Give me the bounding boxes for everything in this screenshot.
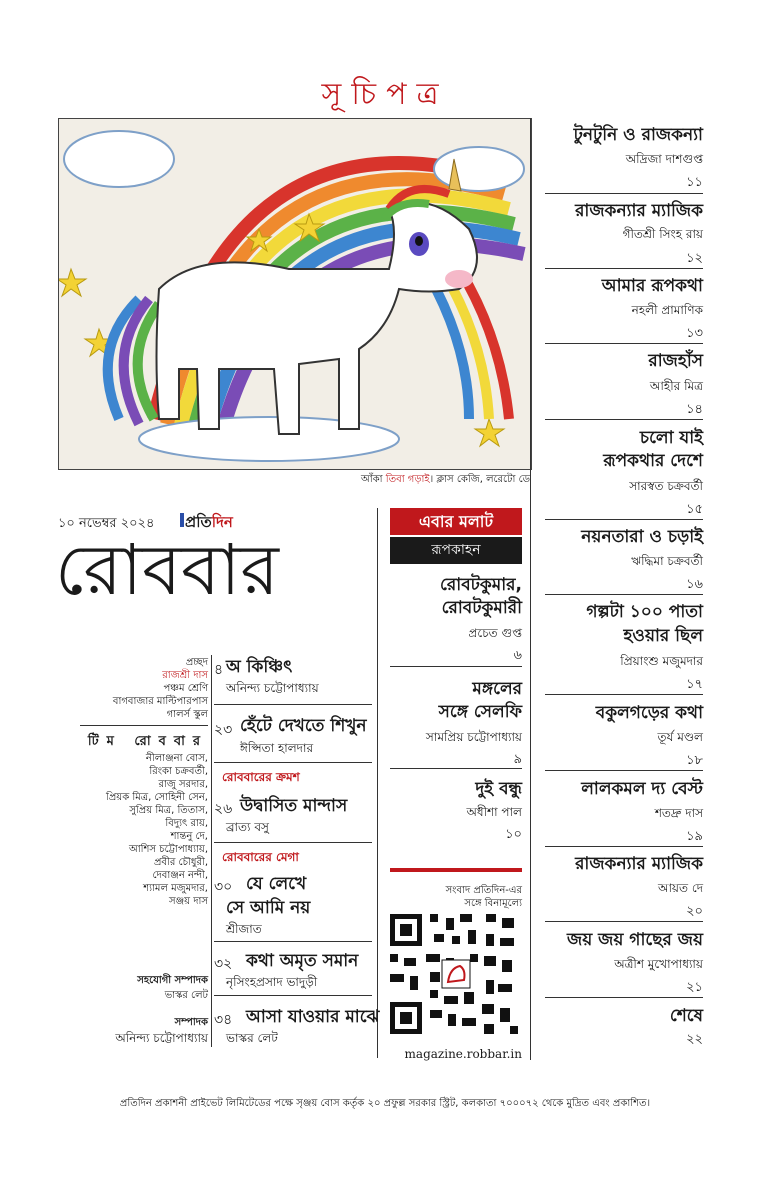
cover-item-title[interactable]: মঙ্গলের	[472, 679, 522, 699]
caption-suffix: । ক্লাস কেজি, লরেটো ডে	[429, 474, 530, 485]
toc-rule	[545, 594, 703, 595]
toc-rule	[545, 921, 703, 922]
team-member: শান্তনু দে,	[170, 831, 208, 842]
cover-drawing	[58, 118, 532, 470]
toc-title[interactable]: টুনটুনি ও রাজকন্যা	[573, 125, 703, 145]
toc-rule	[545, 770, 703, 771]
cover-item-author: প্রচেত গুপ্ত	[468, 626, 522, 640]
unicorn-illustration	[59, 119, 531, 469]
toc-title-line2[interactable]: হওয়ার ছিল	[623, 626, 703, 646]
toc-rule	[545, 419, 703, 420]
toc-author: ঋদ্ধিমা চক্রবর্তী	[631, 554, 703, 568]
toc-rule	[545, 519, 703, 520]
cover-rule	[390, 768, 522, 769]
cover-item-page: ৬	[513, 648, 522, 663]
toc-title[interactable]: যে লেখে	[246, 874, 307, 894]
cover-item-title-line2[interactable]: সঙ্গে সেলফি	[438, 702, 522, 722]
toc-author: সারস্বত চক্রবর্তী	[629, 479, 703, 493]
brand-mark-icon	[180, 513, 184, 527]
cover-item-title[interactable]: রোবটকুমার,	[440, 575, 522, 595]
toc-title[interactable]: শেষে	[669, 1006, 703, 1026]
toc-section-label: রোববারের মেগা	[222, 850, 299, 864]
toc-page-number: ১২	[686, 251, 703, 266]
toc-rule	[214, 762, 372, 763]
team-member: প্রিয়ক মিত্র, সোহিনী সেন,	[105, 792, 208, 803]
cover-art-label: প্রচ্ছদ	[185, 657, 208, 668]
toc-rule	[545, 268, 703, 269]
toc-author: ব্রাত্য বসু	[226, 820, 269, 834]
cover-art-line1: পঞ্চম শ্রেণি	[163, 683, 208, 694]
toc-title-line2[interactable]: রূপকথার দেশে	[603, 451, 703, 471]
footer-imprint: প্রতিদিন প্রকাশনী প্রাইভেট লিমিটেডের পক্ষে সৃঞ্জয় বোস কর্তৃক ২০ প্রফুল্ল সরকার স্ট্রিট, কলকাতা ৭০০০৭২ থেকে মুদ্রিত এবং প্রকাশিত।	[119, 1098, 651, 1109]
cover-art-credit	[58, 656, 208, 721]
toc-page-number: ১৭	[686, 677, 703, 692]
toc-title[interactable]: আমার রূপকথা	[601, 276, 703, 296]
toc-page-number: ২০	[686, 904, 703, 919]
toc-title[interactable]: অ কিঞ্চিৎ	[226, 657, 293, 677]
cover-art-name: রাজশ্রী দাস	[162, 670, 208, 681]
team-member: শ্যামল মজুমদার,	[143, 883, 208, 894]
toc-author: প্রিয়াংশু মজুমদার	[620, 654, 703, 668]
toc-page-number: ১৪	[686, 402, 703, 417]
toc-author: অনিন্দ্য চট্টোপাধ্যায়	[226, 681, 319, 695]
team-member: সঞ্জয় দাস	[169, 896, 208, 907]
cover-item-title-line2[interactable]: রোবটকুমারী	[441, 598, 522, 618]
toc-author: অত্রীশ মুখোপাধ্যায়	[614, 957, 703, 971]
issue-date: ১০ নভেম্বর ২০২৪	[58, 516, 155, 531]
cover-story-subheading: রূপকাহন	[390, 537, 522, 564]
toc-title[interactable]: আসা যাওয়ার মাঝে	[246, 1007, 380, 1027]
toc-author: ঈপ্সিতা হালদার	[240, 741, 314, 755]
brand-part1: প্রতি	[185, 513, 212, 531]
toc-rule	[545, 694, 703, 695]
cover-item-page: ১০	[505, 827, 522, 842]
associate-editor-name: ভাস্কর লেট	[164, 990, 208, 1001]
cover-item-author: সামপ্রিয় চট্টোপাধ্যায়	[425, 730, 522, 744]
toc-rule	[214, 842, 372, 843]
toc-title[interactable]: নয়নতারা ও চড়াই	[581, 527, 703, 547]
toc-title[interactable]: রাজকন্যার ম্যাজিক	[575, 854, 703, 874]
toc-author: আয়ত দে	[657, 881, 703, 895]
toc-author: আহীর মিত্র	[649, 379, 703, 393]
toc-title[interactable]: রাজকন্যার ম্যাজিক	[575, 201, 703, 221]
toc-page-number: ৩০	[214, 879, 233, 895]
toc-page-number: ১৫	[686, 502, 703, 517]
team-member: আশিস চট্টোপাধ্যায়,	[128, 844, 208, 855]
toc-title[interactable]: লালকমল দ্য বেস্ট	[581, 779, 703, 799]
drawing-caption	[58, 472, 530, 489]
toc-author: শ্রীজাত	[226, 922, 262, 936]
toc-rule	[214, 941, 372, 942]
toc-author: তূর্য মণ্ডল	[657, 730, 703, 744]
toc-page-number: ১১	[686, 175, 703, 190]
toc-page-number: ২২	[686, 1032, 703, 1047]
toc-rule	[545, 193, 703, 194]
toc-author: নৃসিংহপ্রসাদ ভাদুড়ী	[226, 975, 318, 989]
team-member: সুপ্রিয় মিত্র, তিতাস,	[129, 805, 208, 816]
team-title: টিম রোববার	[87, 734, 208, 749]
toc-rule	[545, 846, 703, 847]
masthead: রোববার	[55, 529, 279, 611]
toc-rule	[545, 343, 703, 344]
cover-item-title[interactable]: দুই বন্ধু	[475, 779, 522, 799]
toc-author: শতদ্রু দাস	[654, 806, 703, 820]
toc-title[interactable]: জয় জয় গাছের জয়	[567, 930, 703, 950]
toc-section-label: রোববারের ক্রমশ	[222, 770, 300, 784]
toc-title[interactable]: হেঁটে দেখতে শিখুন	[240, 716, 367, 736]
qr-code-icon[interactable]	[390, 914, 522, 1034]
toc-title[interactable]: বকুলগড়ের কথা	[595, 703, 703, 723]
toc-page-number: ১৮	[686, 753, 703, 768]
toc-page-number: ৩৪	[214, 1012, 233, 1028]
toc-title[interactable]: চলো যাই	[639, 428, 703, 448]
toc-page-number: ২১	[686, 980, 703, 995]
toc-page-number: ১৬	[686, 577, 703, 592]
toc-rule	[214, 995, 372, 996]
credits-divider	[211, 655, 212, 1047]
team-member: দেবাঞ্জন নন্দী,	[152, 870, 208, 881]
toc-author: ভাস্কর লেট	[226, 1031, 278, 1045]
caption-artist: তিবা গড়াই	[385, 474, 430, 485]
team-member: রাজু সরদার,	[158, 779, 208, 790]
qr-note	[390, 884, 522, 910]
team-member: নীলাঞ্জনা বোস,	[145, 753, 208, 764]
editor-name: অনিন্দ্য চট্টোপাধ্যায়	[115, 1031, 208, 1045]
toc-rule	[545, 997, 703, 998]
caption-prefix: আঁকা	[361, 474, 386, 485]
cover-story-heading: এবার মলাট	[390, 508, 522, 535]
toc-title[interactable]: কথা অমৃত সমান	[246, 951, 359, 971]
team-members	[58, 752, 208, 908]
cover-rule	[390, 666, 522, 667]
toc-page-number: ৪	[214, 662, 224, 678]
cover-art-line2: বাগবাজার মাল্টিপারপাস	[112, 696, 208, 707]
brand-part2: দিন	[211, 513, 233, 531]
qr-note-line2: সঙ্গে বিনামূল্যে	[464, 898, 522, 909]
associate-editor-label: সহযোগী সম্পাদক	[137, 975, 208, 986]
cover-item-author: অধীশা পাল	[466, 805, 522, 819]
cover-art-line3: গালর্স স্কুল	[166, 709, 208, 720]
toc-title[interactable]: গল্পটা ১০০ পাতা	[586, 602, 703, 622]
toc-page-number: ১৩	[686, 326, 703, 341]
right-column-divider	[530, 118, 531, 1060]
website-link[interactable]: magazine.robbar.in	[404, 1047, 522, 1061]
credits-rule	[80, 725, 208, 726]
toc-rule	[214, 704, 372, 705]
team-member: বিদ্যুৎ রায়,	[165, 818, 208, 829]
toc-page-number: ২৬	[214, 801, 233, 817]
cover-item-page: ৯	[513, 752, 522, 767]
toc-title[interactable]: উদ্বাসিত মান্দাস	[240, 796, 348, 816]
toc-page-number: ৩২	[214, 956, 233, 972]
page-title: সূচিপত্র	[321, 77, 449, 112]
cover-column-divider	[377, 508, 378, 1058]
qr-note-line1: সংবাদ প্রতিদিন-এর	[445, 885, 522, 896]
toc-author: নহলী প্রামাণিক	[631, 303, 703, 317]
team-member: প্রবীর চৌধুরী,	[153, 857, 208, 868]
toc-title[interactable]: রাজহাঁস	[648, 351, 703, 371]
toc-title-line2[interactable]: সে আমি নয়	[226, 898, 311, 918]
toc-page-number: ১৯	[686, 829, 703, 844]
toc-author: গীতশ্রী সিংহ রায়	[622, 227, 703, 241]
toc-author: অদ্রিজা দাশগুপ্ত	[625, 152, 703, 166]
editor-label: সম্পাদক	[174, 1017, 208, 1028]
toc-page-number: ২৩	[214, 722, 233, 738]
qr-accent-rule	[390, 868, 522, 872]
team-member: রিংকা চক্রবর্তী,	[149, 766, 208, 777]
